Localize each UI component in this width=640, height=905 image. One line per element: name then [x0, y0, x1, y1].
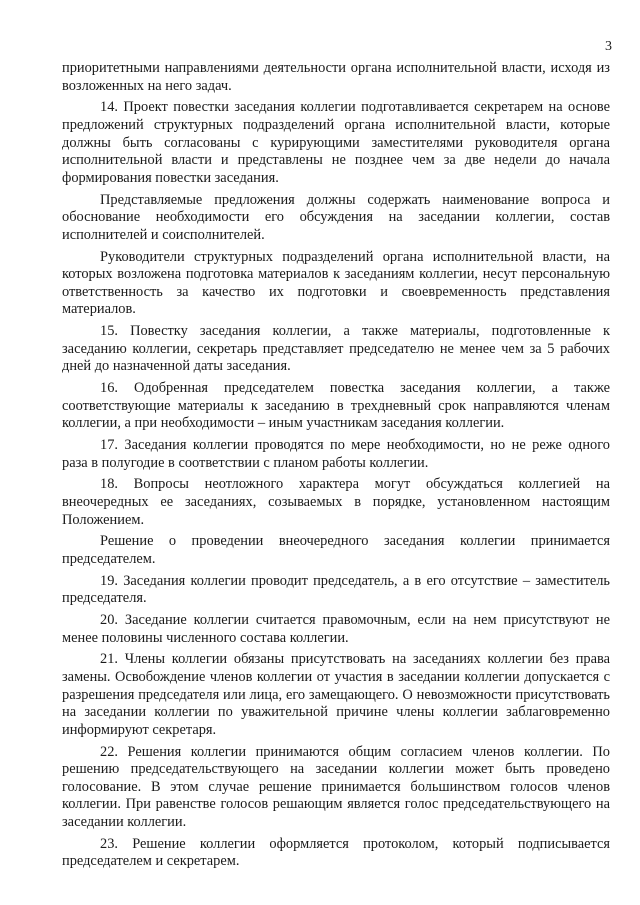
paragraph-item-23: 23. Решение коллегии оформляется протоколом, который подписывается председателем и секретарем.	[62, 835, 610, 870]
paragraph-item-16: 16. Одобренная председателем повестка заседания коллегии, а также соответствующие материалы к заседанию в трехдневный срок направляются членам коллегии, а при необходимости – иным участникам заседания коллегии.	[62, 380, 610, 432]
paragraph-responsibility: Руководители структурных подразделений органа исполнительной власти, на которых возложена подготовка материалов к заседаниям коллегии, несут персональную ответственность за качество их подготовки и своевременность представления материалов.	[62, 248, 610, 318]
paragraph-extraordinary-decision: Решение о проведении внеочередного заседания коллегии принимается председателем.	[62, 533, 610, 567]
paragraph-item-15: 15. Повестку заседания коллегии, а также материалы, подготовленные к заседанию коллегии, секретарь представляет председателю не менее чем за 5 рабочих дней до назначенной даты заседания.	[62, 323, 610, 375]
paragraph-item-19: 19. Заседания коллегии проводит председатель, а в его отсутствие – заместитель председателя.	[62, 572, 610, 607]
paragraph-proposals-content: Представляемые предложения должны содержать наименование вопроса и обоснование необходимости его обсуждения на заседании коллегии, состав исполнителей и соисполнителей.	[62, 191, 610, 243]
paragraph-item-20: 20. Заседание коллегии считается правомочным, если на нем присутствуют не менее половины численного состава коллегии.	[62, 612, 610, 646]
paragraph-item-21: 21. Члены коллегии обязаны присутствовать на заседаниях коллегии без права замены. Освобождение членов коллегии от участия в заседании коллегии допускается с разрешения председателя или лица, его замещающего. О невозможности присутствовать на заседании коллегии по уважительной причине члены коллегии заблаговременно информируют секретаря.	[62, 651, 610, 738]
paragraph-item-14: 14. Проект повестки заседания коллегии подготавливается секретарем на основе предложений структурных подразделений органа исполнительной власти, которые должны быть согласованы с курирующими заместителями руководителя органа исполнительной власти и представлены не позднее чем за две недели до начала формирования повестки заседания.	[62, 99, 610, 186]
document-body	[62, 60, 610, 875]
page-number: 3	[605, 39, 612, 54]
paragraph-item-18: 18. Вопросы неотложного характера могут обсуждаться коллегией на внеочередных ее заседаниях, созываемых в порядке, установленном настоящим Положением.	[62, 476, 610, 528]
paragraph-item-17: 17. Заседания коллегии проводятся по мере необходимости, но не реже одного раза в полугодие в соответствии с планом работы коллегии.	[62, 437, 610, 471]
paragraph-item-22: 22. Решения коллегии принимаются общим согласием членов коллегии. По решению председательствующего на заседании коллегии может быть проведено голосование. В этом случае решение принимается большинством голосов членов коллегии. При равенстве голосов решающим является голос председательствующего на заседании коллегии.	[62, 743, 610, 830]
paragraph-continuation: приоритетными направлениями деятельности органа исполнительной власти, исходя из возложенных на него задач.	[62, 60, 610, 94]
